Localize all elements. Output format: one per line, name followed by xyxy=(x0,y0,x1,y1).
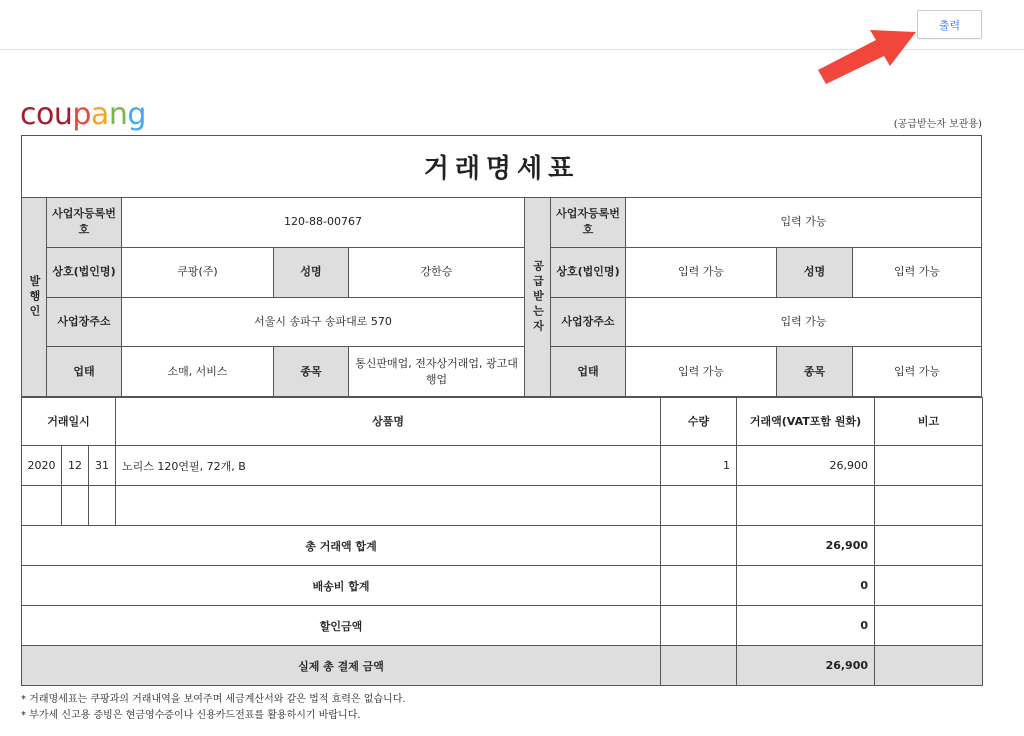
receiver-company-label: 상호(법인명) xyxy=(551,248,626,297)
copy-note: (공급받는자 보관용) xyxy=(893,119,982,130)
table-header-row xyxy=(22,398,983,446)
receipt-title: 거래명세표 xyxy=(21,135,982,198)
issuer-category-label: 종목 xyxy=(274,347,349,396)
paid-label: 실제 총 결제 금액 xyxy=(22,646,661,686)
receipt-document xyxy=(21,135,982,686)
header-amount: 거래액(VAT포함 원화) xyxy=(737,398,875,446)
item-day: 31 xyxy=(89,446,116,486)
logo-letter: a xyxy=(90,97,109,132)
receiver-info xyxy=(550,198,981,396)
logo-letter: o xyxy=(36,97,54,132)
receiver-category[interactable]: 입력 가능 xyxy=(893,364,940,378)
total-label: 총 거래액 합계 xyxy=(22,526,661,566)
table-row xyxy=(22,446,983,486)
item-year: 2020 xyxy=(22,446,62,486)
receiver-business-label: 업태 xyxy=(551,347,626,396)
issuer-name-label: 성명 xyxy=(274,248,349,297)
item-product: 노리스 120연필, 72개, B xyxy=(116,446,661,486)
items-table xyxy=(21,397,983,686)
receiver-biz-no[interactable]: 입력 가능 xyxy=(780,215,827,229)
receiver-company[interactable]: 입력 가능 xyxy=(626,248,777,297)
issuer-address: 서울시 송파구 송파대로 570 xyxy=(254,314,392,328)
footnotes xyxy=(21,692,406,724)
header-date: 거래일시 xyxy=(22,398,116,446)
coupang-logo xyxy=(20,98,146,132)
paid-amount: 26,900 xyxy=(737,646,875,686)
footnote: * 부가세 신고용 증빙은 현금영수증이나 신용카드전표를 활용하시기 바랍니다. xyxy=(21,710,361,721)
issuer-business-label: 업태 xyxy=(47,347,122,396)
shipping-label: 배송비 합계 xyxy=(22,566,661,606)
issuer-side-label: 발행인 xyxy=(22,198,47,396)
table-row-empty xyxy=(22,486,983,526)
receiver-address[interactable]: 입력 가능 xyxy=(780,314,827,328)
pointer-arrow-icon xyxy=(812,20,922,84)
parties-section xyxy=(21,198,982,397)
issuer-biz-no-label: 사업자등록번호 xyxy=(47,198,122,247)
total-amount: 26,900 xyxy=(737,526,875,566)
issuer-name: 강한승 xyxy=(420,265,453,279)
header-note: 비고 xyxy=(875,398,983,446)
issuer-info xyxy=(47,198,525,396)
item-month: 12 xyxy=(62,446,89,486)
logo-letter: c xyxy=(20,97,36,132)
issuer-category: 통신판매업, 전자상거래업, 광고대행업 xyxy=(355,356,518,386)
total-row xyxy=(22,526,983,566)
receiver-side-label: 공급받는자 xyxy=(525,198,550,396)
issuer-company-label: 상호(법인명) xyxy=(47,248,122,297)
logo-letter: p xyxy=(72,97,91,132)
item-amount: 26,900 xyxy=(737,446,875,486)
receiver-biz-no-label: 사업자등록번호 xyxy=(551,198,626,247)
receiver-address-label: 사업장주소 xyxy=(551,298,626,347)
shipping-row xyxy=(22,566,983,606)
print-button[interactable]: 출력 xyxy=(917,10,982,39)
issuer-business: 소매, 서비스 xyxy=(122,347,274,396)
paid-row xyxy=(22,646,983,686)
logo-letter: g xyxy=(127,97,146,132)
receiver-name[interactable]: 입력 가능 xyxy=(893,265,940,279)
logo-letter: u xyxy=(53,97,73,132)
discount-amount: 0 xyxy=(737,606,875,646)
footnote: * 거래명세표는 쿠팡과의 거래내역을 보여주며 세금계산서와 같은 법적 효력은 없습니다. xyxy=(21,694,406,705)
discount-label: 할인금액 xyxy=(22,606,661,646)
issuer-company: 쿠팡(주) xyxy=(122,248,274,297)
receiver-category-label: 종목 xyxy=(777,347,853,396)
shipping-amount: 0 xyxy=(737,566,875,606)
item-note xyxy=(875,446,983,486)
header-product: 상품명 xyxy=(116,398,661,446)
issuer-address-label: 사업장주소 xyxy=(47,298,122,347)
discount-row xyxy=(22,606,983,646)
logo-letter: n xyxy=(108,97,128,132)
receiver-business[interactable]: 입력 가능 xyxy=(626,347,777,396)
item-qty: 1 xyxy=(661,446,737,486)
issuer-biz-no: 120-88-00767 xyxy=(284,215,362,229)
header-qty: 수량 xyxy=(661,398,737,446)
receiver-name-label: 성명 xyxy=(777,248,853,297)
